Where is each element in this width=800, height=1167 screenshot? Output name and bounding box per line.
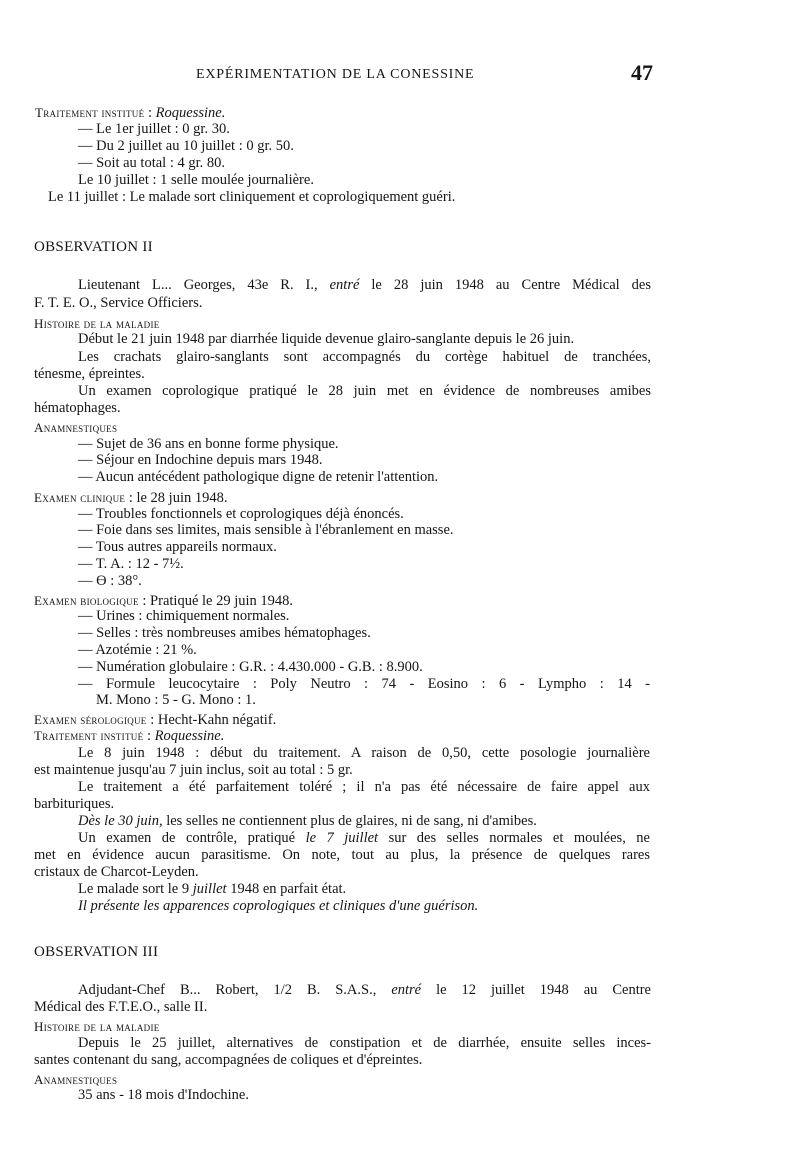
obs1-line: — Le 1er juillet : 0 gr. 30. (78, 121, 230, 137)
clinical-line: — Foie dans ses limites, mais sensible à l'ébranlement en masse. (78, 522, 454, 538)
treatment-line: Le malade sort le 9 juillet 1948 en parfait état. (78, 881, 347, 897)
clinical-line: — Tous autres appareils normaux. (78, 539, 277, 555)
section-label: Traitement institué (35, 105, 145, 120)
section-label: Examen clinique (34, 490, 126, 505)
obs1-line: — Du 2 juillet au 10 juillet : 0 gr. 50. (78, 138, 294, 154)
drug-name: Roquessine. (155, 105, 226, 121)
biology-line: — Azotémie : 21 %. (78, 642, 197, 658)
anamnesis-line: — Sujet de 36 ans en bonne forme physique. (78, 436, 339, 452)
section-label: Histoire de la maladie (34, 1019, 160, 1034)
treatment-line: est maintenue jusqu'au 7 juin inclus, soit au total : 5 gr. (34, 762, 353, 778)
treatment-heading: Traitement institué : Roquessine. (34, 728, 225, 744)
treatment-line: Le traitement a été parfaitement toléré ; il n'a pas été nécessaire de faire appel aux (78, 779, 650, 795)
section-label: Examen biologique (34, 593, 139, 608)
anamnesis-line: — Séjour en Indochine depuis mars 1948. (78, 452, 323, 468)
biology-line: — Urines : chimiquement normales. (78, 608, 290, 624)
obs2-intro: F. T. E. O., Service Officiers. (34, 295, 203, 311)
observation-title: OBSERVATION II (34, 239, 153, 255)
clinical-line: — Troubles fonctionnels et coprologiques déjà énoncés. (78, 506, 404, 522)
observation-title: OBSERVATION III (34, 944, 159, 960)
clinical-heading: Examen clinique : le 28 juin 1948. (34, 490, 228, 506)
history-line: Un examen coprologique pratiqué le 28 juin met en évidence de nombreuses amibes (78, 383, 651, 399)
treatment-line: Un examen de contrôle, pratiqué le 7 juillet sur des selles normales et moulées, ne (78, 830, 650, 846)
biology-line: — Numération globulaire : G.R. : 4.430.000 - G.B. : 8.900. (78, 659, 423, 675)
history-line: Début le 21 juin 1948 par diarrhée liquide devenue glairo-sanglante depuis le 26 juin. (78, 331, 575, 347)
running-title: EXPÉRIMENTATION DE LA CONESSINE (196, 67, 475, 82)
obs1-line: — Soit au total : 4 gr. 80. (78, 155, 226, 171)
biology-heading: Examen biologique : Pratiqué le 29 juin 1948. (34, 593, 294, 609)
section-label: Anamnestiques (34, 1072, 118, 1087)
page-number: 47 (631, 60, 653, 85)
serology-heading: Examen sérologique : Hecht-Kahn négatif. (34, 712, 277, 728)
anamnesis-line: — Aucun antécédent pathologique digne de retenir l'attention. (78, 469, 439, 485)
obs1-line: Le 11 juillet : Le malade sort cliniquement et coprologiquement guéri. (48, 189, 456, 205)
treatment-line: barbituriques. (34, 796, 115, 812)
section-label: Anamnestiques (34, 420, 118, 435)
drug-name: Roquessine. (154, 728, 225, 744)
section-label: Histoire de la maladie (34, 316, 160, 331)
obs1-treatment-heading: Traitement institué : Roquessine. (35, 105, 226, 121)
history-line: Depuis le 25 juillet, alternatives de constipation et de diarrhée, ensuite selles inces- (78, 1035, 651, 1051)
obs3-intro: Médical des F.T.E.O., salle II. (34, 999, 208, 1015)
biology-line: M. Mono : 5 - G. Mono : 1. (96, 692, 256, 708)
biology-line: — Formule leucocytaire : Poly Neutro : 74 - Eosino : 6 - Lympho : 14 - (78, 676, 650, 692)
obs1-line: Le 10 juillet : 1 selle moulée journalière. (78, 172, 314, 188)
treatment-line: Dès le 30 juin, les selles ne contiennent plus de glaires, ni de sang, ni d'amibes. (78, 813, 537, 829)
biology-line: — Selles : très nombreuses amibes hématophages. (78, 625, 371, 641)
conclusion-line: Il présente les apparences coprologiques et cliniques d'une guérison. (78, 898, 479, 914)
treatment-line: cristaux de Charcot-Leyden. (34, 864, 199, 880)
obs2-intro: Lieutenant L... Georges, 43e R. I., entré le 28 juin 1948 au Centre Médical des (78, 277, 651, 293)
treatment-line: met en évidence aucun parasitisme. On note, tout au plus, la présence de quelques rares (34, 847, 650, 863)
section-label: Examen sérologique (34, 712, 147, 727)
history-line: ténesme, épreintes. (34, 366, 145, 382)
clinical-line: — ϴ : 38°. (78, 573, 142, 589)
clinical-line: — T. A. : 12 - 7½. (78, 556, 184, 572)
anamnesis-line: 35 ans - 18 mois d'Indochine. (78, 1087, 249, 1103)
history-line: hématophages. (34, 400, 121, 416)
history-line: santes contenant du sang, accompagnées de coliques et d'épreintes. (34, 1052, 423, 1068)
history-line: Les crachats glairo-sanglants sont accompagnés du cortège habituel de tranchées, (78, 349, 651, 365)
obs3-intro: Adjudant-Chef B... Robert, 1/2 B. S.A.S., entré le 12 juillet 1948 au Centre (78, 982, 651, 998)
section-label: Traitement institué (34, 728, 144, 743)
treatment-line: Le 8 juin 1948 : début du traitement. A raison de 0,50, cette posologie journalière (78, 745, 650, 761)
